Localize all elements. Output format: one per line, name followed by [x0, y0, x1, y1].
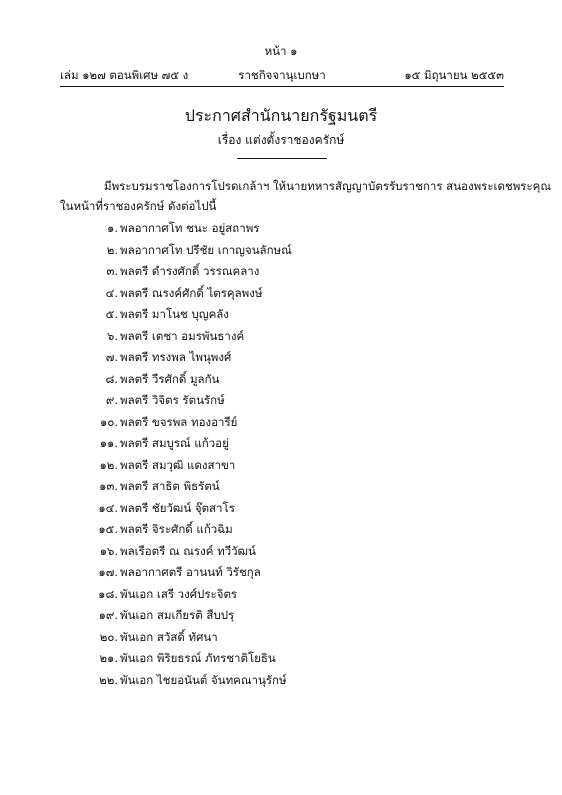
list-item-name: พลตรี เตชา อมรพันธางค์: [120, 328, 245, 343]
list-item-number: ๑๐.: [100, 414, 118, 429]
list-item: [60, 412, 504, 434]
list-item: [60, 218, 504, 240]
list-item: [60, 433, 504, 455]
list-item: [60, 261, 504, 283]
list-item: [60, 455, 504, 477]
list-item-name: พลตรี ชัยวัฒน์ จุ๊ตสาโร: [120, 500, 235, 515]
list-item-name: พลตรี สาธิต พิธรัตน์: [120, 479, 220, 493]
list-item: [60, 648, 504, 670]
list-item-name: พลตรี จิระศักดิ์ แก้วฉิม: [120, 522, 233, 536]
list-item-name: พลตรี สมวุฒิ แดงสาขา: [120, 457, 236, 472]
title-divider: [237, 158, 327, 159]
list-item-number: ๑๗.: [98, 565, 118, 579]
header-divider: [60, 86, 504, 87]
list-item: [60, 605, 504, 627]
list-item-number: ๒๑.: [99, 651, 118, 665]
list-item-number: ๑๕.: [98, 522, 118, 536]
list-item-number: ๑๓.: [99, 479, 118, 493]
list-item: [60, 627, 504, 649]
list-item-name: พลตรี ณรงค์ศักดิ์ ไตรคุลพงษ์: [120, 285, 263, 300]
list-item: [60, 347, 504, 369]
list-item-name: พลตรี มาโนช บุญคลัง: [120, 307, 229, 321]
list-item: [60, 519, 504, 541]
list-item-number: ๑๖.: [99, 543, 118, 558]
volume-info: เล่ม ๑๒๗ ตอนพิเศษ ๗๕ ง: [60, 68, 189, 82]
list-item-number: ๘.: [105, 371, 118, 386]
list-item: [60, 390, 504, 412]
list-item: [60, 283, 504, 305]
publication-name: ราชกิจจานุเบกษา: [238, 68, 326, 82]
list-item: [60, 304, 504, 326]
list-item-name: พลตรี ทรงพล ไพนุพงศ์: [120, 350, 232, 364]
page-number: หน้า ๑: [264, 44, 298, 58]
list-item-number: ๕.: [105, 307, 118, 321]
list-item-number: ๑๑.: [99, 436, 118, 450]
document-subject: เรื่อง แต่งตั้งราชองครักษ์: [217, 133, 345, 147]
list-item: [60, 584, 504, 606]
publication-date: ๑๕ มิถุนายน ๒๕๕๓: [404, 68, 504, 82]
list-item-name: พลอากาศโท ชนะ อยู่สถาพร: [120, 221, 260, 235]
appointee-list: [60, 218, 504, 691]
list-item-number: ๒๐.: [99, 629, 118, 644]
list-item-name: พันเอก สมเกียรติ สืบปรุ: [120, 608, 235, 622]
list-item-number: ๓.: [106, 264, 118, 278]
list-item: [60, 369, 504, 391]
list-item: [60, 240, 504, 262]
list-item-number: ๖.: [107, 328, 118, 343]
list-item-name: พันเอก เสรี วงศ์ประจิตร: [120, 586, 238, 601]
list-item-name: พันเอก สวัสดิ์ ทัศนา: [120, 629, 218, 644]
list-item: [60, 476, 504, 498]
list-item-name: พลอากาศโท ปรีชัย เกาญจนลักษณ์: [120, 242, 292, 257]
list-item: [60, 670, 504, 692]
intro-paragraph-line-1: มีพระบรมราชโองการโปรดเกล้าฯ ให้นายทหารสัญญาบัตรรับราชการ สนองพระเดชพระคุณ: [104, 179, 552, 193]
list-item-name: พลตรี วิจิตร รัตนรักษ์: [120, 393, 225, 407]
list-item-number: ๒๒.: [99, 672, 118, 687]
list-item-name: พลอากาศตรี อานนท์ วิรัชกุล: [120, 565, 261, 579]
list-item-number: ๔.: [105, 285, 118, 300]
list-item-number: ๑๘.: [98, 586, 118, 601]
intro-paragraph-line-2: ในหน้าที่ราชองครักษ์ ดังต่อไปนี้: [60, 199, 217, 213]
list-item-number: ๒.: [106, 242, 118, 257]
list-item-number: ๑๔.: [98, 500, 118, 515]
list-item: [60, 326, 504, 348]
list-item-name: พลตรี ขจรพล ทองอารีย์: [120, 414, 238, 429]
list-item-name: พลเรือตรี ณ ณรงค์ ทวีวัฒน์: [120, 543, 256, 558]
list-item-name: พลตรี สมบูรณ์ แก้วอยู่: [120, 436, 229, 450]
gazette-header: [60, 68, 504, 84]
list-item-name: พลตรี วีรศักดิ์ มูลกัน: [120, 371, 220, 386]
list-item: [60, 562, 504, 584]
list-item-name: พันเอก พิริยธรณ์ ภัทรชาติโยธิน: [120, 651, 276, 665]
list-item-number: ๑๙.: [98, 608, 118, 622]
list-item-number: ๙.: [105, 393, 118, 407]
list-item-number: ๑.: [107, 221, 118, 235]
list-item-name: พันเอก ไชยอนันต์ จันทคณานุรักษ์: [120, 672, 287, 687]
document-title: ประกาศสำนักนายกรัฐมนตรี: [184, 106, 378, 125]
list-item: [60, 498, 504, 520]
list-item-number: ๗.: [105, 350, 118, 364]
list-item-number: ๑๒.: [99, 457, 118, 472]
list-item: [60, 541, 504, 563]
list-item-name: พลตรี ดำรงศักดิ์ วรรณคลาง: [120, 264, 260, 278]
